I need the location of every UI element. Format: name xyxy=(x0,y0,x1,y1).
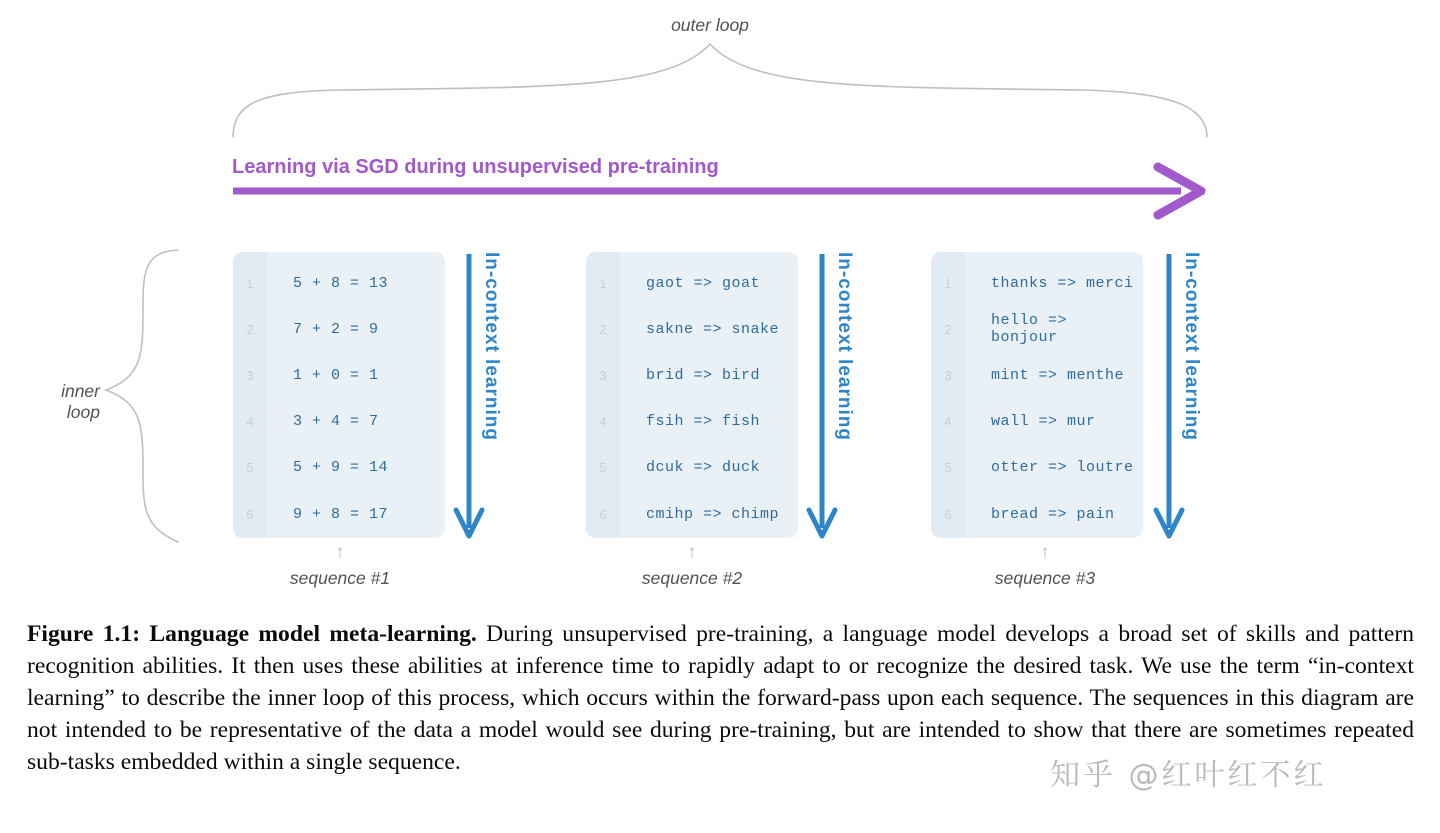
caption-body: During unsupervised pre-training, a language model develops a broad set of skills and pattern recognition abilities. It then uses these abilities at inference time to rapidly adapt to or recognize the desired task. We use the term “in-context learning” to describe the inner loop of this process, which occurs within the forward-pass upon each sequence. The sequences in this diagram are not intended to be representative of the data a model would see during pre-training, but are intended to show that there are sometimes repeated sub-tasks embedded within a single sequence. xyxy=(27,621,1414,776)
sequence-row: 3 + 4 = 7 xyxy=(293,413,379,431)
row-number: 3 xyxy=(246,367,254,383)
row-number: 4 xyxy=(944,414,952,430)
sequence-row: gaot => goat xyxy=(646,274,761,292)
row-number-column xyxy=(233,252,267,538)
row-number: 6 xyxy=(944,506,952,522)
sequence-2-label: sequence #2 xyxy=(641,568,743,588)
sequence-row: fsih => fish xyxy=(646,413,761,431)
row-number: 3 xyxy=(599,367,607,383)
sequence-row: bread => pain xyxy=(991,505,1115,523)
row-number: 5 xyxy=(944,460,952,476)
up-arrow-icon: ↑ xyxy=(335,542,345,563)
row-number: 5 xyxy=(246,460,254,476)
caption-title: Figure 1.1: Language model meta-learning. xyxy=(27,621,477,647)
sequence-row: 5 + 9 = 14 xyxy=(293,459,389,477)
sequence-row: thanks => merci xyxy=(991,274,1134,292)
sequence-rows xyxy=(267,252,445,538)
sequence-row: 7 + 2 = 9 xyxy=(293,320,379,338)
row-number: 1 xyxy=(944,275,952,291)
sequence-row: mint => menthe xyxy=(991,366,1125,384)
row-number: 1 xyxy=(599,275,607,291)
sequence-row: brid => bird xyxy=(646,366,761,384)
inner-loop-brace-icon xyxy=(98,244,182,550)
sgd-arrow-icon xyxy=(233,162,1223,222)
sequence-row: 9 + 8 = 17 xyxy=(293,505,389,523)
up-arrow-icon: ↑ xyxy=(687,542,697,563)
sgd-arrow-label: Learning via SGD during unsupervised pre-training xyxy=(232,156,719,178)
row-number: 2 xyxy=(246,321,254,337)
sequence-row: dcuk => duck xyxy=(646,459,761,477)
outer-loop-label: outer loop xyxy=(671,15,749,35)
in-context-learning-label: In-context learning xyxy=(481,252,502,441)
in-context-learning-label: In-context learning xyxy=(834,252,855,441)
row-number-column xyxy=(931,252,965,538)
row-number: 1 xyxy=(246,275,254,291)
row-number: 5 xyxy=(599,460,607,476)
sequence-rows xyxy=(965,252,1143,538)
sequence-row: hello => bonjour xyxy=(991,312,1068,347)
up-arrow-icon: ↑ xyxy=(1040,542,1050,563)
sequence-box-3 xyxy=(931,252,1143,538)
outer-loop-brace-icon xyxy=(228,40,1212,142)
row-number: 6 xyxy=(599,506,607,522)
sequence-row: otter => loutre xyxy=(991,459,1134,477)
in-context-learning-label: In-context learning xyxy=(1181,252,1202,441)
sequence-3-label: sequence #3 xyxy=(994,568,1096,588)
sequence-row: wall => mur xyxy=(991,413,1096,431)
row-number: 6 xyxy=(246,506,254,522)
sequence-row: cmihp => chimp xyxy=(646,505,780,523)
sequence-row: 1 + 0 = 1 xyxy=(293,366,379,384)
row-number: 2 xyxy=(944,321,952,337)
row-number-column xyxy=(586,252,620,538)
row-number: 4 xyxy=(246,414,254,430)
sequence-box-2 xyxy=(586,252,798,538)
row-number: 4 xyxy=(599,414,607,430)
inner-loop-label: inner loop xyxy=(61,381,100,422)
sequence-row: sakne => snake xyxy=(646,320,780,338)
row-number: 3 xyxy=(944,367,952,383)
watermark: 知乎 @红叶红不红 xyxy=(1050,758,1327,793)
sequence-row: 5 + 8 = 13 xyxy=(293,274,389,292)
sequence-rows xyxy=(620,252,798,538)
sequence-box-1 xyxy=(233,252,445,538)
sequence-1-label: sequence #1 xyxy=(289,568,391,588)
row-number: 2 xyxy=(599,321,607,337)
